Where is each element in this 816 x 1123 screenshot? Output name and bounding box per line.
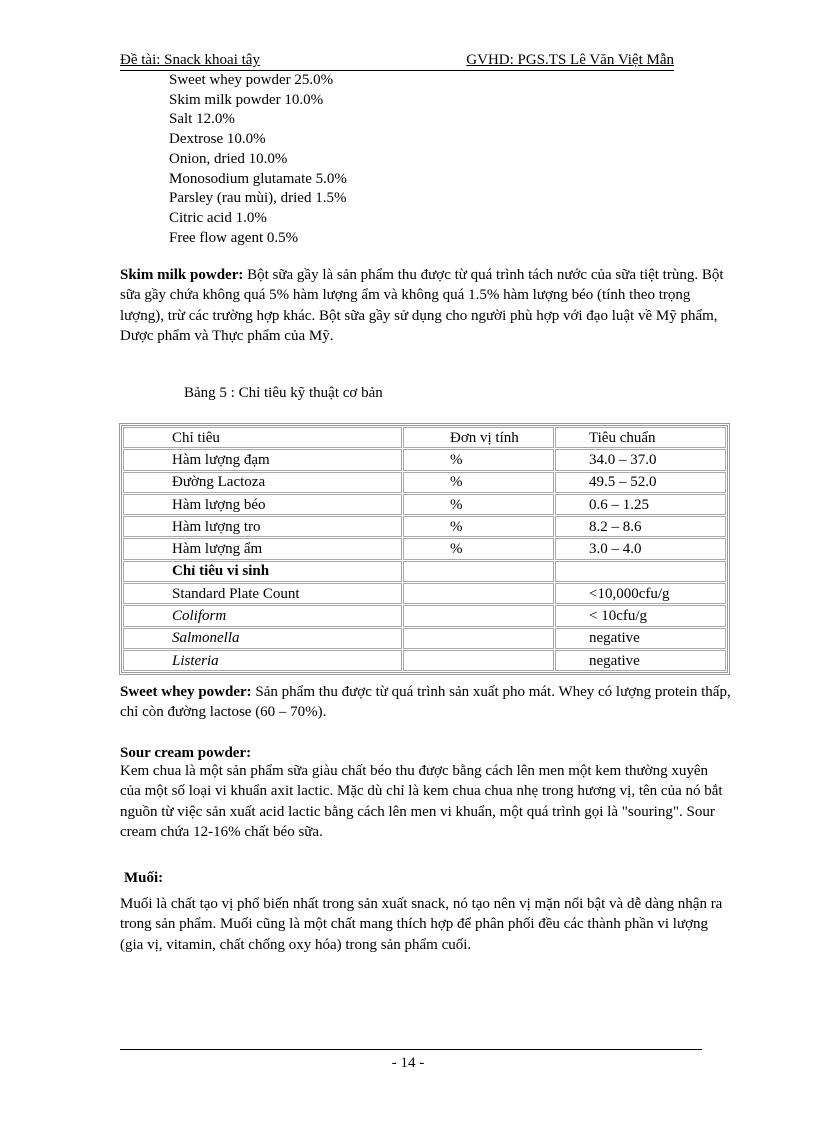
table-row [123,494,726,515]
table-row [123,516,726,537]
table-header-cell: Chỉ tiêu [123,427,402,448]
table-cell: Standard Plate Count [123,583,402,604]
table-cell: % [403,449,554,470]
table-cell [403,561,554,582]
ingredient-list [169,71,347,248]
table-row [123,561,726,582]
table-cell: Hàm lượng tro [123,516,402,537]
table-cell: Coliform [123,605,402,626]
table-row [123,605,726,626]
sour-cream-heading-text: Sour cream powder: [120,745,252,761]
skim-milk-heading: Skim milk powder: [120,267,244,283]
page-number: - 14 - [391,1055,425,1071]
table-cell: 8.2 – 8.6 [555,516,726,537]
sweet-whey-heading: Sweet whey powder: [120,684,252,700]
table-cell: % [403,516,554,537]
table-cell [403,628,554,649]
table-section-cell: Chỉ tiêu vi sinh [123,561,402,582]
list-item: Dextrose 10.0% [169,131,266,148]
table-header-row [123,427,726,448]
table-cell: negative [555,628,726,649]
table-cell: < 10cfu/g [555,605,726,626]
list-item: Salt 12.0% [169,111,235,128]
sweet-whey-paragraph [120,682,732,723]
table-cell: negative [555,650,726,671]
table-cell: 34.0 – 37.0 [555,449,726,470]
table-cell: Hàm lượng ẩm [123,538,402,559]
table-cell: Salmonella [123,628,402,649]
header-topic: Đề tài: Snack khoai tây [120,52,260,68]
skim-milk-paragraph [120,265,732,346]
spec-table [119,423,730,675]
table-cell: % [403,538,554,559]
list-item: Monosodium glutamate 5.0% [169,170,347,187]
table-cell [555,561,726,582]
header-advisor: GVHD: PGS.TS Lê Văn Việt Mẫn [466,52,674,68]
table-header-cell: Đơn vị tính [403,427,554,448]
list-item: Sweet whey powder 25.0% [169,72,334,88]
table-row [123,650,726,671]
salt-heading-text: Muối: [124,870,164,886]
table-cell: Listeria [123,650,402,671]
table-row [123,449,726,470]
table-row [123,538,726,559]
list-item: Onion, dried 10.0% [169,150,288,167]
salt-heading [124,868,736,888]
table-cell: Hàm lượng béo [123,494,402,515]
table-cell: % [403,472,554,493]
table-row [123,583,726,604]
footer-divider [120,1049,702,1050]
page-header [120,52,674,71]
table-cell: 49.5 – 52.0 [555,472,726,493]
table-row [123,472,726,493]
list-item: Free flow agent 0.5% [169,229,299,246]
table-cell: 3.0 – 4.0 [555,538,726,559]
table-caption: Bảng 5 : Chỉ tiêu kỹ thuật cơ bản [184,385,383,401]
list-item: Skim milk powder 10.0% [169,91,324,108]
table-cell [403,650,554,671]
salt-text: Muối là chất tạo vị phổ biến nhất trong sản xuất snack, nó tạo nên vị mặn nổi bật và dễ dàng nhận ra trong sản phẩm. Muối cũng là một chất mang thích hợp để phân phối đều các thành phần vi lượng (gia vị, vitamin, chất chống oxy hóa) trong sản phẩm cuối. [120,896,723,953]
table-cell: Đường Lactoza [123,472,402,493]
sour-cream-text: Kem chua là một sản phẩm sữa giàu chất béo thu được bằng cách lên men một kem thường xuyên của một số loại vi khuẩn axit lactic. Mặc dù chỉ là kem chua chua nhẹ trong hương vị, tên của nó bắt nguồn từ việc sản xuất acid lactic bằng cách lên men vi khuẩn, một quá trình gọi là "souring". Sour cream chứa 12-16% chất béo sữa. [120,763,723,840]
table-cell: 0.6 – 1.25 [555,494,726,515]
skim-milk-text: Bột sữa gầy là sản phẩm thu được từ quá trình tách nước của sữa tiệt trùng. Bột sữa gầy chứa không quá 5% hàm lượng ẩm và không quá 1.5% hàm lượng béo (tính theo trọng lượng), trừ các trường hợp khác. Bột sữa gầy sử dụng cho người phù hợp với đạo luật về Mỹ phẩm, Dược phẩm và Thực phẩm của Mỹ. [120,267,724,344]
table-cell [403,605,554,626]
table-cell: Hàm lượng đạm [123,449,402,470]
list-item: Citric acid 1.0% [169,209,267,226]
table-row [123,628,726,649]
table-header-cell: Tiêu chuẩn [555,427,726,448]
table-cell: <10,000cfu/g [555,583,726,604]
table-cell: % [403,494,554,515]
table-cell [403,583,554,604]
sweet-whey-text: Sản phẩm thu được từ quá trình sản xuất pho mát. Whey có lượng protein thấp, chỉ còn đường lactose (60 – 70%). [120,684,731,721]
list-item: Parsley (rau mùi), dried 1.5% [169,190,347,207]
